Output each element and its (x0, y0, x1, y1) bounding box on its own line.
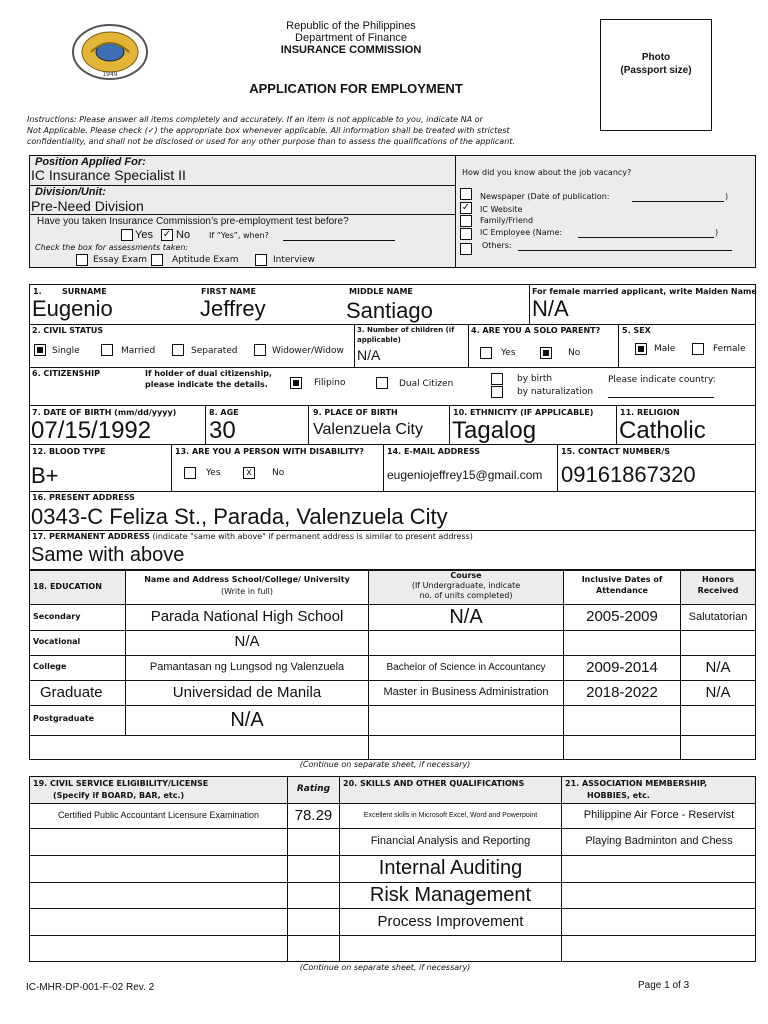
sex-female-label: Female (713, 344, 746, 354)
form-code: IC-MHR-DP-001-F-02 Rev. 2 (26, 982, 155, 993)
education-header-school-hint: (Write in full) (220, 587, 274, 596)
education-header-honors-2: Received (697, 586, 739, 595)
essay-exam-checkbox[interactable] (76, 254, 88, 266)
solo-no-label: No (568, 348, 581, 358)
present-address-label: 16. PRESENT ADDRESS (32, 493, 135, 502)
essay-exam-label: Essay Exam (93, 255, 148, 265)
sex-female-checkbox[interactable] (692, 343, 704, 355)
instructions-line-2: Not Applicable. Please check (✓) the appropriate box whenever applicable. All information shall be treated with strictest (27, 126, 510, 135)
citizenship-filipino-checkbox[interactable] (290, 377, 302, 389)
solo-no-checkbox[interactable] (540, 347, 552, 359)
citizenship-dual-checkbox[interactable] (376, 377, 388, 389)
ethnicity-value[interactable]: Tagalog (452, 417, 537, 444)
civil-single-label: Single (52, 346, 80, 356)
contact-label: 15. CONTACT NUMBER/S (561, 447, 671, 456)
surname-value[interactable]: Eugenio (32, 296, 113, 321)
page-title: APPLICATION FOR EMPLOYMENT (249, 81, 463, 96)
education-dates-graduate[interactable]: 2018-2022 (586, 684, 658, 701)
disability-no-checkbox[interactable]: x (243, 467, 255, 479)
vacancy-newspaper-checkbox[interactable] (460, 188, 472, 200)
association-header-2: HOBBIES, etc. (587, 791, 650, 800)
instructions-line-1: Instructions: Please answer all items completely and accurately. If an item is not applicable to you, indicate NA or (27, 115, 483, 124)
email-label: 14. E-MAIL ADDRESS (387, 447, 481, 456)
disability-no-label: No (272, 468, 285, 478)
pretest-yes-checkbox[interactable] (121, 229, 133, 241)
vacancy-others-label: Others: (482, 241, 512, 250)
surname-label: SURNAME (62, 287, 107, 296)
civil-married-checkbox[interactable] (101, 344, 113, 356)
contact-value[interactable]: 09161867320 (561, 462, 696, 487)
education-school-secondary[interactable]: Parada National High School (150, 608, 344, 625)
vacancy-ic-website-checkbox[interactable]: ✓ (461, 202, 471, 213)
education-honors-college[interactable]: N/A (705, 659, 731, 676)
civil-separated-checkbox[interactable] (172, 344, 184, 356)
civil-widower-label: Widower/Widow (272, 346, 344, 356)
division-value[interactable]: Pre-Need Division (31, 198, 144, 214)
education-header-dates-2: Attendance (596, 586, 648, 595)
pob-label: 9. PLACE OF BIRTH (313, 408, 398, 417)
education-level-postgraduate: Postgraduate (33, 714, 95, 723)
rating-header: Rating (296, 784, 331, 794)
middle-name-label: MIDDLE NAME (349, 287, 413, 296)
vacancy-family-checkbox[interactable] (460, 215, 472, 227)
permanent-address-hint: (indicate "same with above" if permanent address is similar to present address) (149, 532, 473, 541)
qualifications-continue-note: (Continue on separate sheet, if necessary) (299, 963, 471, 972)
skill-item-4[interactable]: Risk Management (369, 884, 532, 906)
citizenship-filipino-label: Filipino (314, 378, 346, 388)
eligibility-header: 19. CIVIL SERVICE ELIGIBILITY/LICENSE (33, 779, 209, 788)
dual-by-birth-checkbox[interactable] (491, 373, 503, 385)
aptitude-exam-label: Aptitude Exam (172, 255, 239, 265)
permanent-address-value[interactable]: Same with above (31, 544, 185, 566)
civil-separated-label: Separated (191, 346, 238, 356)
education-course-college[interactable]: Bachelor of Science in Accountancy (386, 662, 546, 673)
education-continue-note: (Continue on separate sheet, if necessary) (299, 760, 471, 769)
photo-label: Photo (641, 52, 671, 63)
svg-text:1949: 1949 (102, 71, 118, 78)
dob-label: 7. DATE OF BIRTH (mm/dd/yyyy) (32, 408, 177, 417)
education-header-level: 18. EDUCATION (33, 582, 102, 591)
item-1-number: 1. (33, 287, 42, 296)
vacancy-newspaper-close: ) (725, 192, 729, 201)
country-label: Please indicate country: (608, 375, 716, 385)
sex-label: 5. SEX (622, 326, 651, 335)
association-item-1[interactable]: Philippine Air Force - Reservist (583, 809, 735, 821)
eligibility-header-hint: (Specify if BOARD, BAR, etc.) (53, 791, 185, 800)
photo-box (600, 19, 712, 131)
disability-yes-checkbox[interactable] (184, 467, 196, 479)
vacancy-ic-employee-label: IC Employee (Name: (480, 228, 563, 237)
permanent-address-label-main: 17. PERMANENT ADDRESS (32, 532, 150, 541)
disability-label: 13. ARE YOU A PERSON WITH DISABILITY? (175, 447, 365, 456)
disability-yes-label: Yes (206, 468, 221, 478)
education-dates-college[interactable]: 2009-2014 (586, 659, 658, 676)
license-value[interactable]: Certified Public Accountant Licensure Examination (57, 810, 260, 820)
education-level-vocational: Vocational (33, 637, 81, 646)
sex-male-label: Male (654, 344, 676, 354)
civil-married-label: Married (121, 346, 156, 356)
page-number: Page 1 of 3 (638, 980, 690, 991)
education-course-graduate[interactable]: Master in Business Administration (383, 686, 549, 698)
dual-naturalization-label: by naturalization (517, 387, 594, 397)
education-header-course-hint-2: no. of units completed) (419, 591, 513, 600)
education-header-school: Name and Address School/College/ University (144, 575, 350, 584)
education-header-dates: Inclusive Dates of (581, 575, 663, 584)
skill-item-1[interactable]: Excellent skills in Microsoft Excel, Word and Powerpoint (363, 812, 538, 819)
civil-single-checkbox[interactable] (34, 344, 46, 356)
dual-hint-1: If holder of dual citizenship, (145, 369, 272, 378)
vacancy-newspaper-label: Newspaper (Date of publication: (480, 192, 610, 201)
skill-item-3[interactable]: Internal Auditing (378, 857, 523, 879)
ethnicity-label: 10. ETHNICITY (IF APPLICABLE) (453, 408, 594, 417)
education-school-graduate[interactable]: Universidad de Manila (172, 684, 322, 701)
education-honors-graduate[interactable]: N/A (705, 684, 731, 701)
interview-label: Interview (273, 255, 315, 265)
education-honors-secondary[interactable]: Salutatorian (688, 611, 748, 623)
middle-name-value[interactable]: Santiago (346, 298, 433, 323)
header-republic: Republic of the Philippines (286, 20, 416, 32)
pretest-yes-label: Yes (135, 229, 153, 241)
education-header-course-hint-1: (If Undergraduate, indicate (411, 581, 521, 590)
solo-yes-label: Yes (501, 348, 516, 358)
vacancy-ic-employee-checkbox[interactable] (460, 228, 472, 240)
assessment-label: Check the box for assessments taken: (35, 243, 189, 252)
solo-yes-checkbox[interactable] (480, 347, 492, 359)
maiden-name-label: For female married applicant, write Maiden Name (532, 287, 757, 296)
association-item-2[interactable]: Playing Badminton and Chess (585, 835, 733, 847)
blood-type-value[interactable]: B+ (31, 463, 59, 488)
pretest-when-label: If “Yes”, when? (209, 231, 269, 240)
sex-male-checkbox[interactable] (635, 343, 647, 355)
association-header: 21. ASSOCIATION MEMBERSHIP, (565, 779, 708, 788)
pob-value[interactable]: Valenzuela City (313, 421, 423, 438)
header-agency: INSURANCE COMMISSION (280, 44, 422, 56)
solo-parent-label: 4. ARE YOU A SOLO PARENT? (471, 326, 601, 335)
dual-naturalization-checkbox[interactable] (491, 386, 503, 398)
photo-size-label: (Passport size) (620, 65, 692, 76)
position-value[interactable]: IC Insurance Specialist II (31, 167, 186, 183)
age-value[interactable]: 30 (209, 417, 236, 444)
skill-item-5[interactable]: Process Improvement (377, 913, 524, 930)
permanent-address-label (32, 533, 473, 541)
skill-item-2[interactable]: Financial Analysis and Reporting (370, 835, 531, 847)
education-school-vocational[interactable]: N/A (234, 633, 260, 650)
dual-hint-2: please indicate the details. (145, 380, 268, 389)
present-address-value[interactable]: 0343-C Feliza St., Parada, Valenzuela City (31, 504, 448, 529)
vacancy-ic-website-label: IC Website (480, 205, 523, 214)
interview-checkbox[interactable] (255, 254, 267, 266)
education-school-postgraduate[interactable]: N/A (230, 709, 264, 731)
instructions-line-3: confidentiality, and shall not be disclosed or used for any other purpose than to assess the qualifications of the applicant. (27, 137, 515, 146)
citizenship-label: 6. CITIZENSHIP (32, 369, 100, 378)
education-course-secondary[interactable]: N/A (449, 606, 483, 628)
header-department: Department of Finance (295, 32, 407, 44)
first-name-label: FIRST NAME (201, 287, 256, 296)
vacancy-family-label: Family/Friend (480, 216, 534, 225)
vacancy-question: How did you know about the job vacancy? (462, 168, 632, 177)
children-label-1: 3. Number of children (if (357, 326, 455, 334)
blood-type-label: 12. BLOOD TYPE (32, 447, 106, 456)
children-label-2: applicable) (357, 336, 401, 344)
religion-label: 11. RELIGION (620, 408, 680, 417)
education-level-secondary: Secondary (33, 612, 81, 621)
aptitude-exam-checkbox[interactable] (151, 254, 163, 266)
rating-value[interactable]: 78.29 (294, 807, 333, 824)
education-header-course: Course (450, 571, 482, 580)
age-label: 8. AGE (209, 408, 239, 417)
education-level-college: College (33, 662, 67, 671)
first-name-value[interactable]: Jeffrey (200, 296, 266, 321)
vacancy-others-checkbox[interactable] (460, 243, 472, 255)
pretest-question: Have you taken Insurance Commission’s pre-employment test before? (37, 216, 349, 227)
skills-header: 20. SKILLS AND OTHER QUALIFICATIONS (343, 779, 525, 788)
vacancy-ic-employee-close: ) (715, 228, 719, 237)
religion-value[interactable]: Catholic (619, 417, 706, 444)
education-level-graduate: Graduate (40, 684, 103, 701)
dob-value[interactable]: 07/15/1992 (31, 417, 152, 444)
email-value[interactable]: eugeniojeffrey15@gmail.com (387, 468, 543, 482)
insurance-commission-seal (71, 24, 149, 80)
education-header-honors: Honors (701, 575, 735, 584)
pretest-no-label: No (176, 229, 191, 241)
division-label: Division/Unit: (35, 186, 106, 198)
maiden-name-value[interactable]: N/A (532, 296, 569, 321)
education-school-college[interactable]: Pamantasan ng Lungsod ng Valenzuela (149, 661, 345, 673)
pretest-no-checkbox[interactable]: ✓ (162, 229, 172, 240)
citizenship-dual-label: Dual Citizen (399, 379, 454, 389)
civil-widower-checkbox[interactable] (254, 344, 266, 356)
civil-status-label: 2. CIVIL STATUS (32, 326, 104, 335)
education-dates-secondary[interactable]: 2005-2009 (586, 608, 658, 625)
dual-by-birth-label: by birth (517, 374, 553, 384)
children-value[interactable]: N/A (357, 347, 381, 363)
position-label: Position Applied For: (35, 156, 146, 168)
